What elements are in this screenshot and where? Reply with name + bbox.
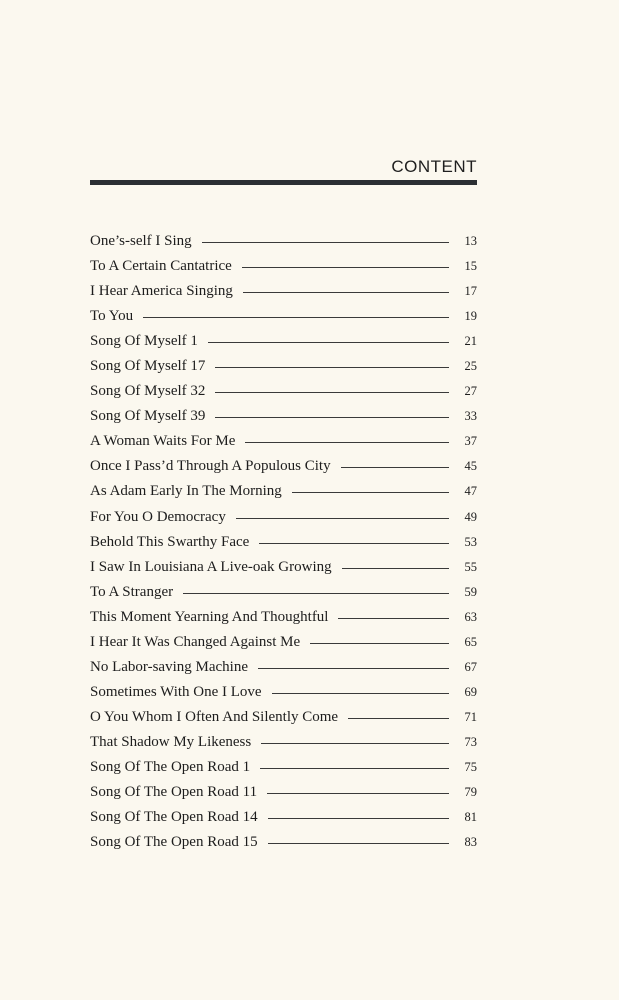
toc-entry-page: 53 [464,534,477,549]
toc-entry-page: 37 [464,434,477,449]
toc-leader-line [348,718,449,719]
toc-entry-page: 15 [464,259,477,274]
toc-entry-title: To You [90,308,134,325]
toc-entry-title: No Labor-saving Machine [90,658,248,675]
toc-entry-title: Song Of Myself 1 [90,333,198,350]
toc-leader-line [202,242,449,243]
header-rule [90,180,477,185]
toc-entry-title: Song Of Myself 32 [90,383,206,400]
toc-entry-page: 49 [464,509,477,524]
toc-entry-title: Behold This Swarthy Face [90,533,250,550]
toc-entry-page: 63 [464,609,477,624]
toc-entry-page: 45 [464,459,477,474]
toc-entry-title: For You O Democracy [90,508,226,525]
toc-leader-line [183,593,449,594]
toc-leader-line [260,768,449,769]
toc-entry [90,254,477,279]
toc-entry-title: A Woman Waits For Me [90,433,236,450]
toc-entry-page: 59 [464,584,477,599]
toc-entry-title: That Shadow My Likeness [90,733,252,750]
toc-leader-line [258,668,449,669]
toc-entry [90,655,477,680]
toc-entry [90,805,477,830]
page-title: CONTENT [391,157,477,176]
toc-entry-page: 71 [464,709,477,724]
toc-entry-page: 73 [464,734,477,749]
toc-entry-title: I Hear It Was Changed Against Me [90,633,301,650]
toc-entry-title: Song Of The Open Road 15 [90,834,258,851]
toc-entry-page: 83 [464,835,477,850]
toc-entry [90,555,477,580]
toc-leader-line [259,543,449,544]
toc-leader-line [215,392,449,393]
toc-entry-page: 67 [464,659,477,674]
toc-entry-title: To A Stranger [90,583,174,600]
toc-entry-page: 27 [464,384,477,399]
table-of-contents [90,229,477,855]
toc-entry-page: 17 [464,284,477,299]
toc-entry-page: 25 [464,359,477,374]
toc-entry [90,329,477,354]
toc-entry-title: Song Of Myself 17 [90,358,206,375]
toc-leader-line [242,267,449,268]
toc-entry-title: One’s-self I Sing [90,233,192,250]
toc-entry-title: As Adam Early In The Morning [90,483,282,500]
toc-entry-title: Once I Pass’d Through A Populous City [90,458,331,475]
toc-entry-page: 65 [464,634,477,649]
toc-entry-title: O You Whom I Often And Silently Come [90,708,339,725]
toc-entry [90,580,477,605]
toc-leader-line [261,743,449,744]
toc-leader-line [267,793,449,794]
toc-entry-title: To A Certain Cantatrice [90,258,232,275]
toc-leader-line [215,367,449,368]
toc-entry [90,429,477,454]
toc-leader-line [341,467,449,468]
toc-entry-title: Song Of The Open Road 14 [90,809,258,826]
toc-leader-line [208,342,449,343]
toc-entry-page: 69 [464,684,477,699]
toc-entry [90,630,477,655]
toc-leader-line [143,317,449,318]
toc-entry-title: I Hear America Singing [90,283,233,300]
toc-entry [90,505,477,530]
toc-entry [90,404,477,429]
toc-leader-line [310,643,449,644]
toc-leader-line [215,417,449,418]
toc-entry [90,680,477,705]
toc-entry-title: Song Of Myself 39 [90,408,206,425]
toc-entry [90,605,477,630]
toc-entry [90,379,477,404]
toc-leader-line [342,568,449,569]
toc-entry-page: 19 [464,309,477,324]
toc-entry-title: Song Of The Open Road 1 [90,759,251,775]
toc-entry-page: 81 [464,810,477,825]
toc-leader-line [268,818,449,819]
toc-entry [90,279,477,304]
toc-entry-title: Song Of The Open Road 11 [90,784,258,801]
toc-entry-title: This Moment Yearning And Thoughtful [90,608,329,625]
toc-entry [90,530,477,555]
toc-entry-page: 55 [464,559,477,574]
toc-entry [90,304,477,329]
toc-entry-page: 79 [464,785,477,800]
toc-entry [90,780,477,805]
toc-entry [90,454,477,479]
toc-leader-line [268,843,449,844]
toc-entry [90,755,477,780]
toc-entry [90,229,477,254]
toc-leader-line [236,518,449,519]
toc-leader-line [292,492,449,493]
toc-entry-page: 21 [464,334,477,349]
toc-leader-line [272,693,449,694]
toc-leader-line [243,292,449,293]
toc-entry-page: 33 [464,409,477,424]
toc-entry [90,705,477,730]
toc-entry [90,479,477,504]
toc-entry-page: 47 [464,484,477,499]
toc-entry-title: I Saw In Louisiana A Live-oak Growing [90,558,332,575]
toc-leader-line [245,442,449,443]
toc-entry-page: 75 [464,760,477,774]
toc-entry [90,354,477,379]
toc-entry [90,830,477,855]
toc-entry-page: 13 [464,234,477,249]
toc-entry [90,730,477,755]
toc-entry-title: Sometimes With One I Love [90,683,262,700]
toc-leader-line [338,618,449,619]
